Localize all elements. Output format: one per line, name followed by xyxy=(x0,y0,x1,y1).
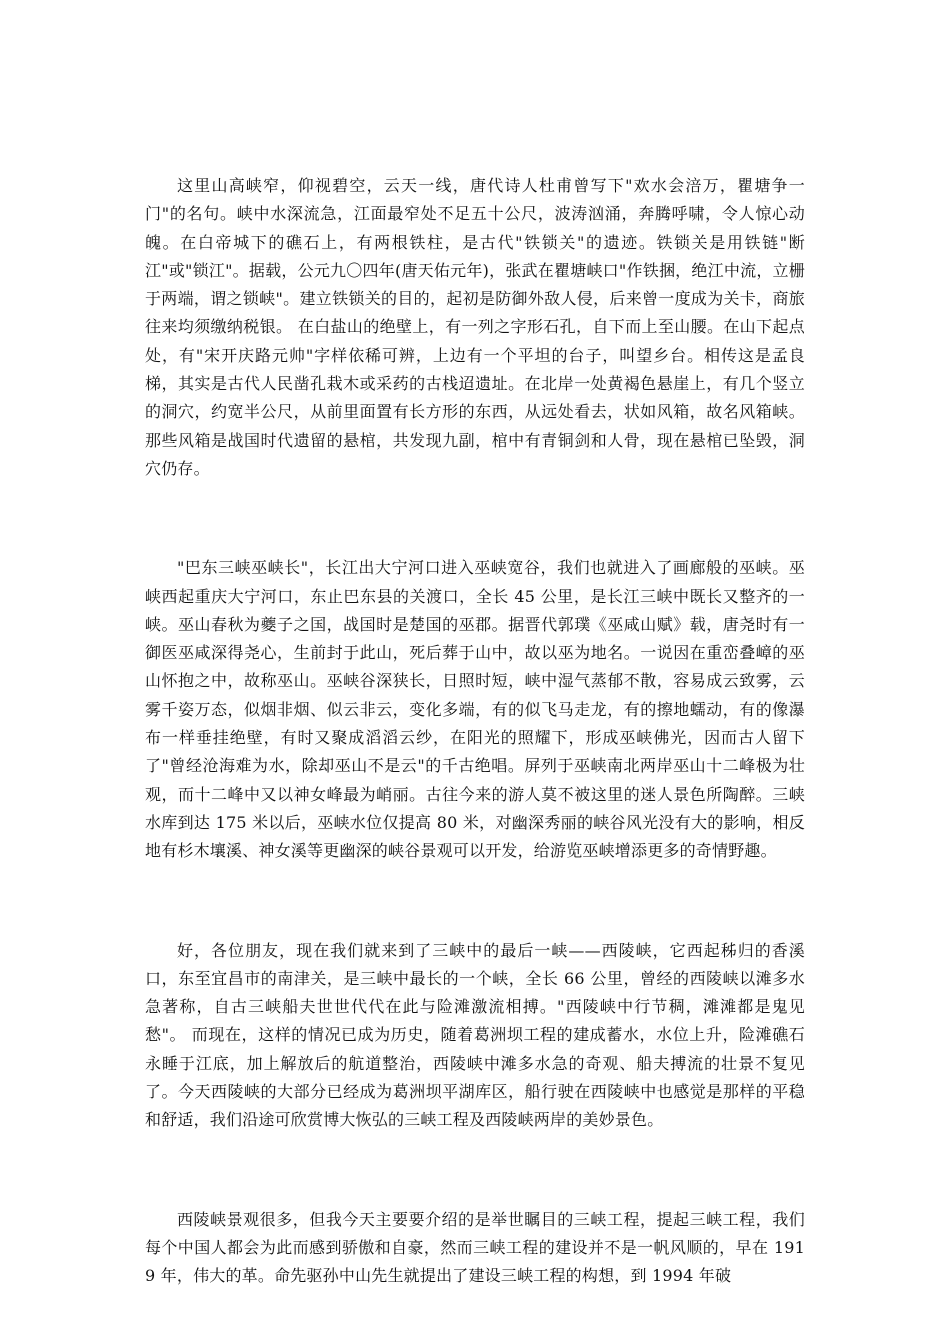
paragraph-wu-gorge: "巴东三峡巫峡长"，长江出大宁河口进入巫峡宽谷，我们也就进入了画廊般的巫峡。巫峡西起重庆大宁河口，东止巴东县的关渡口，全长 45 公里，是长江三峡中既长又整齐的一峡。巫山春秋为夔子之国，战国时是楚国的巫郡。据晋代郭璞《巫咸山赋》载，唐尧时有一御医巫咸深得尧心，生前封于此山，死后葬于山中，故以巫为地名。一说因在重峦叠嶂的巫山怀抱之中，故称巫山。巫峡谷深狭长，日照时短，峡中湿气蒸郁不散，容易成云致雾，云雾千姿万态，似烟非烟、似云非云，变化多端，有的似飞马走龙，有的擦地蠕动，有的像瀑布一样垂挂绝壁，有时又聚成滔滔云纱，在阳光的照耀下，形成巫峡佛光，因而古人留下了"曾经沧海难为水，除却巫山不是云"的千古绝唱。屏列于巫峡南北两岸巫山十二峰极为壮观，而十二峰中又以神女峰最为峭丽。古往今来的游人莫不被这里的迷人景色所陶醉。三峡水库到达 175 米以后，巫峡水位仅提高 80 米，对幽深秀丽的峡谷风光没有大的影响，相反地有杉木壤溪、神女溪等更幽深的峡谷景观可以开发，给游览巫峡增添更多的奇情野趣。 xyxy=(145,558,805,861)
paragraph-three-gorges-project: 西陵峡景观很多，但我今天主要要介绍的是举世瞩目的三峡工程，提起三峡工程，我们每个中国人都会为此而感到骄傲和自豪，然而三峡工程的建设并不是一帆风顺的，早在 1919 年，伟大的革。命先驱孙中山先生就提出了建设三峡工程的构想，到 1994 年破 xyxy=(145,1209,805,1286)
paragraph-xiling-gorge: 好，各位朋友，现在我们就来到了三峡中的最后一峡——西陵峡，它西起秭归的香溪口，东至宜昌市的南津关，是三峡中最长的一个峡，全长 66 公里，曾经的西陵峡以滩多水急著称，自古三峡船夫世世代代在此与险滩激流相搏。"西陵峡中行节稠，滩滩都是鬼见愁"。 而现在，这样的情况已成为历史，随着葛洲坝工程的建成蓄水，水位上升，险滩礁石永睡于江底，加上解放后的航道整治，西陵峡中滩多水急的奇观、船夫搏流的壮景不复见了。今天西陵峡的大部分已经成为葛洲坝平湖库区，船行驶在西陵峡中也感觉是那样的平稳和舒适，我们沿途可欣赏博大恢弘的三峡工程及西陵峡两岸的美妙景色。 xyxy=(145,940,805,1130)
paragraph-qutang-gorge: 这里山高峡窄，仰视碧空，云天一线，唐代诗人杜甫曾写下"欢水会涪万，瞿塘争一门"的名句。峡中水深流急，江面最窄处不足五十公尺，波涛汹涌，奔腾呼啸，令人惊心动魄。在白帝城下的礁石上，有两根铁柱，是古代"铁锁关"的遗迹。铁锁关是用铁链"断江"或"锁江"。据载，公元九〇四年(唐天佑元年)，张武在瞿塘峡口"作铁捆，绝江中流，立栅于两端，谓之锁峡"。建立铁锁关的目的，起初是防御外敌人侵，后来曾一度成为关卡，商旅往来均须缴纳税银。 在白盐山的绝壁上，有一列之字形石孔，自下而上至山腰。在山下起点处，有"宋开庆路元帅"字样依稀可辨，上边有一个平坦的台子，叫望乡台。相传这是孟良梯，其实是古代人民凿孔栽木或采药的古栈迢遗址。在北岸一处黄褐色悬崖上，有几个竖立的洞穴，约宽半公尺，从前里面置有长方形的东西，从远处看去，状如风箱，故名风箱峡。那些风箱是战国时代遗留的悬棺，共发现九副，棺中有青铜剑和人骨，现在悬棺已坠毁，洞穴仍存。 xyxy=(145,176,805,478)
document-page xyxy=(145,172,805,1291)
